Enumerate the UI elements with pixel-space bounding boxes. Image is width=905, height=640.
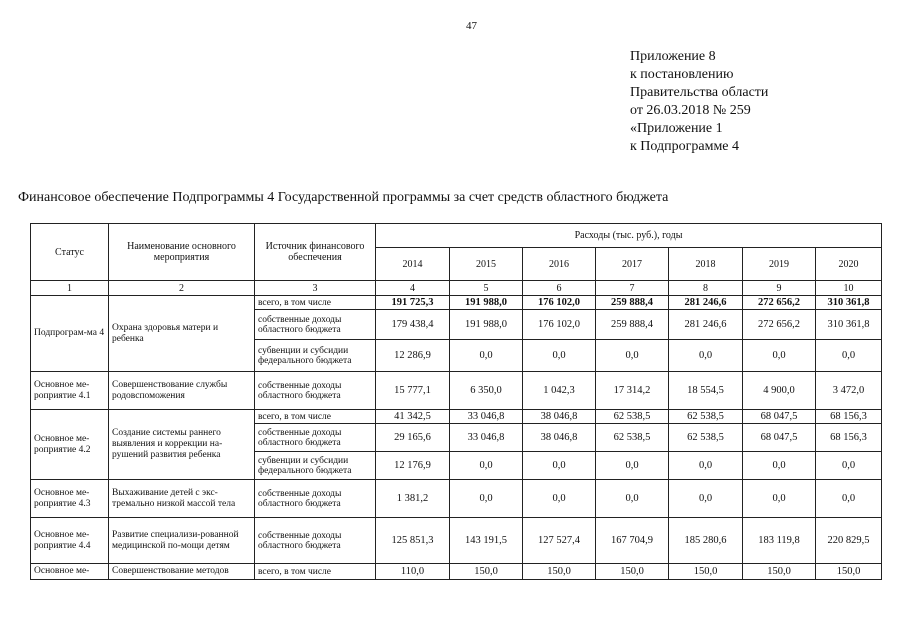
column-index: 5 [450,281,523,296]
header-source: Источник финансового обеспечения [255,224,376,281]
value-cell: 15 777,1 [376,372,450,410]
value-cell: 12 286,9 [376,340,450,372]
value-cell: 1 381,2 [376,480,450,518]
column-index: 1 [31,281,109,296]
appendix-line: к Подпрограмме 4 [630,139,740,154]
column-index: 7 [596,281,669,296]
table-row [31,518,882,564]
value-cell: 259 888,4 [596,310,669,340]
source-cell: собственные доходы областного бюджета [255,480,376,518]
source-cell: всего, в том числе [255,296,376,310]
header-year: 2015 [450,248,523,281]
table-row [31,564,882,580]
table-row [31,480,882,518]
table-row [31,372,882,410]
column-index: 3 [255,281,376,296]
value-cell: 68 047,5 [743,424,816,452]
table-row [31,410,882,424]
value-cell: 68 047,5 [743,410,816,424]
column-index: 9 [743,281,816,296]
value-cell: 0,0 [669,480,743,518]
source-cell: собственные доходы областного бюджета [255,310,376,340]
activity-name-cell: Совершенствование методов [109,564,255,580]
value-cell: 12 176,9 [376,452,450,480]
value-cell: 281 246,6 [669,296,743,310]
status-cell: Основное ме-роприятие 4.1 [31,372,109,410]
value-cell: 191 988,0 [450,310,523,340]
appendix-line: Правительства области [630,85,769,100]
value-cell: 150,0 [816,564,882,580]
value-cell: 179 438,4 [376,310,450,340]
value-cell: 68 156,3 [816,424,882,452]
activity-name-cell: Выхаживание детей с экс-тремально низкой массой тела [109,480,255,518]
value-cell: 176 102,0 [523,296,596,310]
value-cell: 150,0 [596,564,669,580]
appendix-line: «Приложение 1 [630,121,723,136]
status-cell: Основное ме-роприятие 4.2 [31,410,109,480]
value-cell: 0,0 [450,340,523,372]
header-status: Статус [31,224,109,281]
value-cell: 125 851,3 [376,518,450,564]
status-cell: Основное ме-роприятие 4.3 [31,480,109,518]
value-cell: 191 988,0 [450,296,523,310]
source-cell: субвенции и субсидии федерального бюджета [255,452,376,480]
value-cell: 150,0 [523,564,596,580]
value-cell: 4 900,0 [743,372,816,410]
value-cell: 259 888,4 [596,296,669,310]
activity-name-cell: Создание системы раннего выявления и коррекции на-рушений развития ребенка [109,410,255,480]
value-cell: 0,0 [450,480,523,518]
column-index: 8 [669,281,743,296]
value-cell: 0,0 [596,480,669,518]
header-year: 2018 [669,248,743,281]
source-cell: собственные доходы областного бюджета [255,372,376,410]
header-year: 2019 [743,248,816,281]
value-cell: 17 314,2 [596,372,669,410]
source-cell: всего, в том числе [255,564,376,580]
page-number: 47 [466,20,477,32]
column-index: 10 [816,281,882,296]
activity-name-cell: Совершенствование службы родовспоможения [109,372,255,410]
activity-name-cell: Охрана здоровья матери и ребенка [109,296,255,372]
value-cell: 62 538,5 [596,424,669,452]
appendix-line: Приложение 8 [630,49,716,64]
value-cell: 38 046,8 [523,424,596,452]
value-cell: 220 829,5 [816,518,882,564]
activity-name-cell: Развитие специализи-рованной медицинской по-мощи детям [109,518,255,564]
value-cell: 29 165,6 [376,424,450,452]
value-cell: 110,0 [376,564,450,580]
document-title: Финансовое обеспечение Подпрограммы 4 Государственной программы за счет средств областного бюджета [18,190,669,205]
value-cell: 185 280,6 [669,518,743,564]
status-cell: Основное ме- [31,564,109,580]
value-cell: 272 656,2 [743,296,816,310]
value-cell: 41 342,5 [376,410,450,424]
value-cell: 62 538,5 [669,424,743,452]
value-cell: 33 046,8 [450,424,523,452]
value-cell: 0,0 [596,340,669,372]
header-year: 2014 [376,248,450,281]
value-cell: 0,0 [816,340,882,372]
status-cell: Подпрограм-ма 4 [31,296,109,372]
column-index: 2 [109,281,255,296]
value-cell: 150,0 [450,564,523,580]
value-cell: 0,0 [596,452,669,480]
header-year: 2016 [523,248,596,281]
value-cell: 191 725,3 [376,296,450,310]
value-cell: 281 246,6 [669,310,743,340]
value-cell: 167 704,9 [596,518,669,564]
value-cell: 0,0 [523,480,596,518]
table-row [31,296,882,310]
source-cell: всего, в том числе [255,410,376,424]
value-cell: 176 102,0 [523,310,596,340]
value-cell: 6 350,0 [450,372,523,410]
column-index-row [31,281,882,296]
value-cell: 0,0 [816,452,882,480]
value-cell: 62 538,5 [596,410,669,424]
value-cell: 127 527,4 [523,518,596,564]
value-cell: 0,0 [669,340,743,372]
value-cell: 0,0 [743,452,816,480]
value-cell: 38 046,8 [523,410,596,424]
value-cell: 0,0 [743,340,816,372]
value-cell: 143 191,5 [450,518,523,564]
value-cell: 150,0 [669,564,743,580]
value-cell: 0,0 [523,452,596,480]
value-cell: 18 554,5 [669,372,743,410]
status-cell: Основное ме-роприятие 4.4 [31,518,109,564]
value-cell: 310 361,8 [816,310,882,340]
appendix-block [630,48,768,156]
value-cell: 3 472,0 [816,372,882,410]
value-cell: 310 361,8 [816,296,882,310]
value-cell: 272 656,2 [743,310,816,340]
value-cell: 150,0 [743,564,816,580]
value-cell: 62 538,5 [669,410,743,424]
value-cell: 0,0 [523,340,596,372]
value-cell: 183 119,8 [743,518,816,564]
column-index: 6 [523,281,596,296]
value-cell: 1 042,3 [523,372,596,410]
header-year: 2017 [596,248,669,281]
value-cell: 0,0 [816,480,882,518]
column-index: 4 [376,281,450,296]
header-year: 2020 [816,248,882,281]
source-cell: собственные доходы областного бюджета [255,424,376,452]
financing-table [30,223,882,580]
appendix-line: от 26.03.2018 № 259 [630,103,751,118]
header-name: Наименование основного мероприятия [109,224,255,281]
value-cell: 0,0 [450,452,523,480]
value-cell: 33 046,8 [450,410,523,424]
value-cell: 0,0 [743,480,816,518]
value-cell: 0,0 [669,452,743,480]
source-cell: субвенции и субсидии федерального бюджета [255,340,376,372]
source-cell: собственные доходы областного бюджета [255,518,376,564]
value-cell: 68 156,3 [816,410,882,424]
appendix-line: к постановлению [630,67,734,82]
header-expenses: Расходы (тыс. руб.), годы [376,224,882,248]
